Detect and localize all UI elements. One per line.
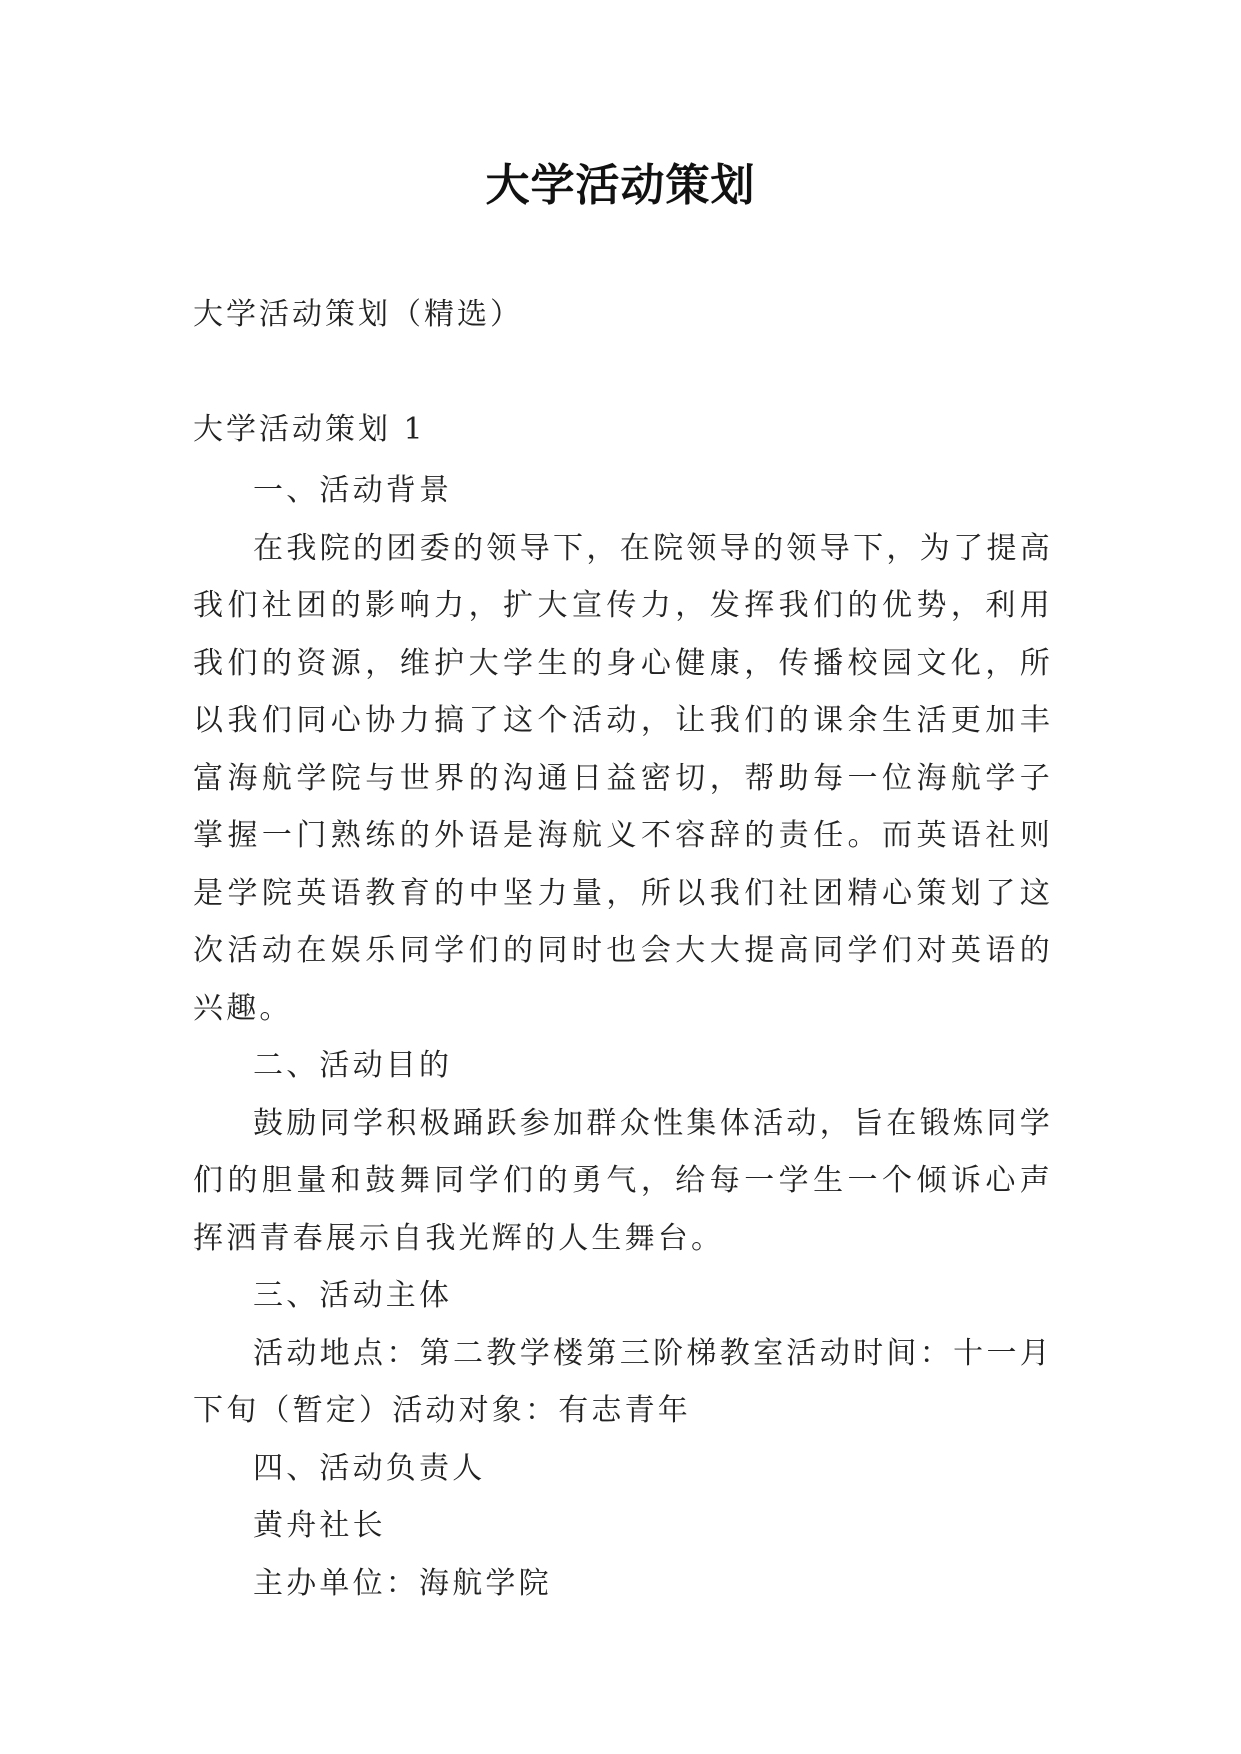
paragraph-background: 在我院的团委的领导下，在院领导的领导下，为了提高我们社团的影响力，扩大宣传力，发挥我们的优势，利用我们的资源，维护大学生的身心健康，传播校园文化，所以我们同心协力搞了这个活动，让我们的课余生活更加丰富海航学院与世界的沟通日益密切，帮助每一位海航学子掌握一门熟练的外语是海航义不容辞的责任。而英语社则是学院英语教育的中坚力量，所以我们社团精心策划了这次活动在娱乐同学们的同时也会大大提高同学们对英语的兴趣。: [193, 530, 1053, 1026]
organizer: 主办单位：海航学院: [253, 1565, 552, 1601]
section-heading: 大学活动策划 1: [193, 412, 426, 447]
paragraph-purpose: 鼓励同学积极踊跃参加群众性集体活动，旨在锻炼同学们的胆量和鼓舞同学们的勇气，给每一学生一个倾诉心声挥洒青春展示自我光辉的人生舞台。: [193, 1105, 1053, 1256]
heading-person-in-charge: 四、活动负责人: [253, 1450, 486, 1486]
person-in-charge: 黄舟社长: [253, 1508, 386, 1543]
heading-purpose: 二、活动目的: [253, 1048, 453, 1083]
heading-subject: 三、活动主体: [253, 1278, 453, 1313]
document-subtitle: 大学活动策划（精选）: [193, 297, 523, 332]
paragraph-location-time: 活动地点：第二教学楼第三阶梯教室活动时间：十一月下旬（暂定）活动对象：有志青年: [193, 1335, 1053, 1428]
document-title: 大学活动策划: [485, 160, 756, 211]
heading-background: 一、活动背景: [253, 473, 453, 508]
document-body: [193, 462, 1053, 1612]
